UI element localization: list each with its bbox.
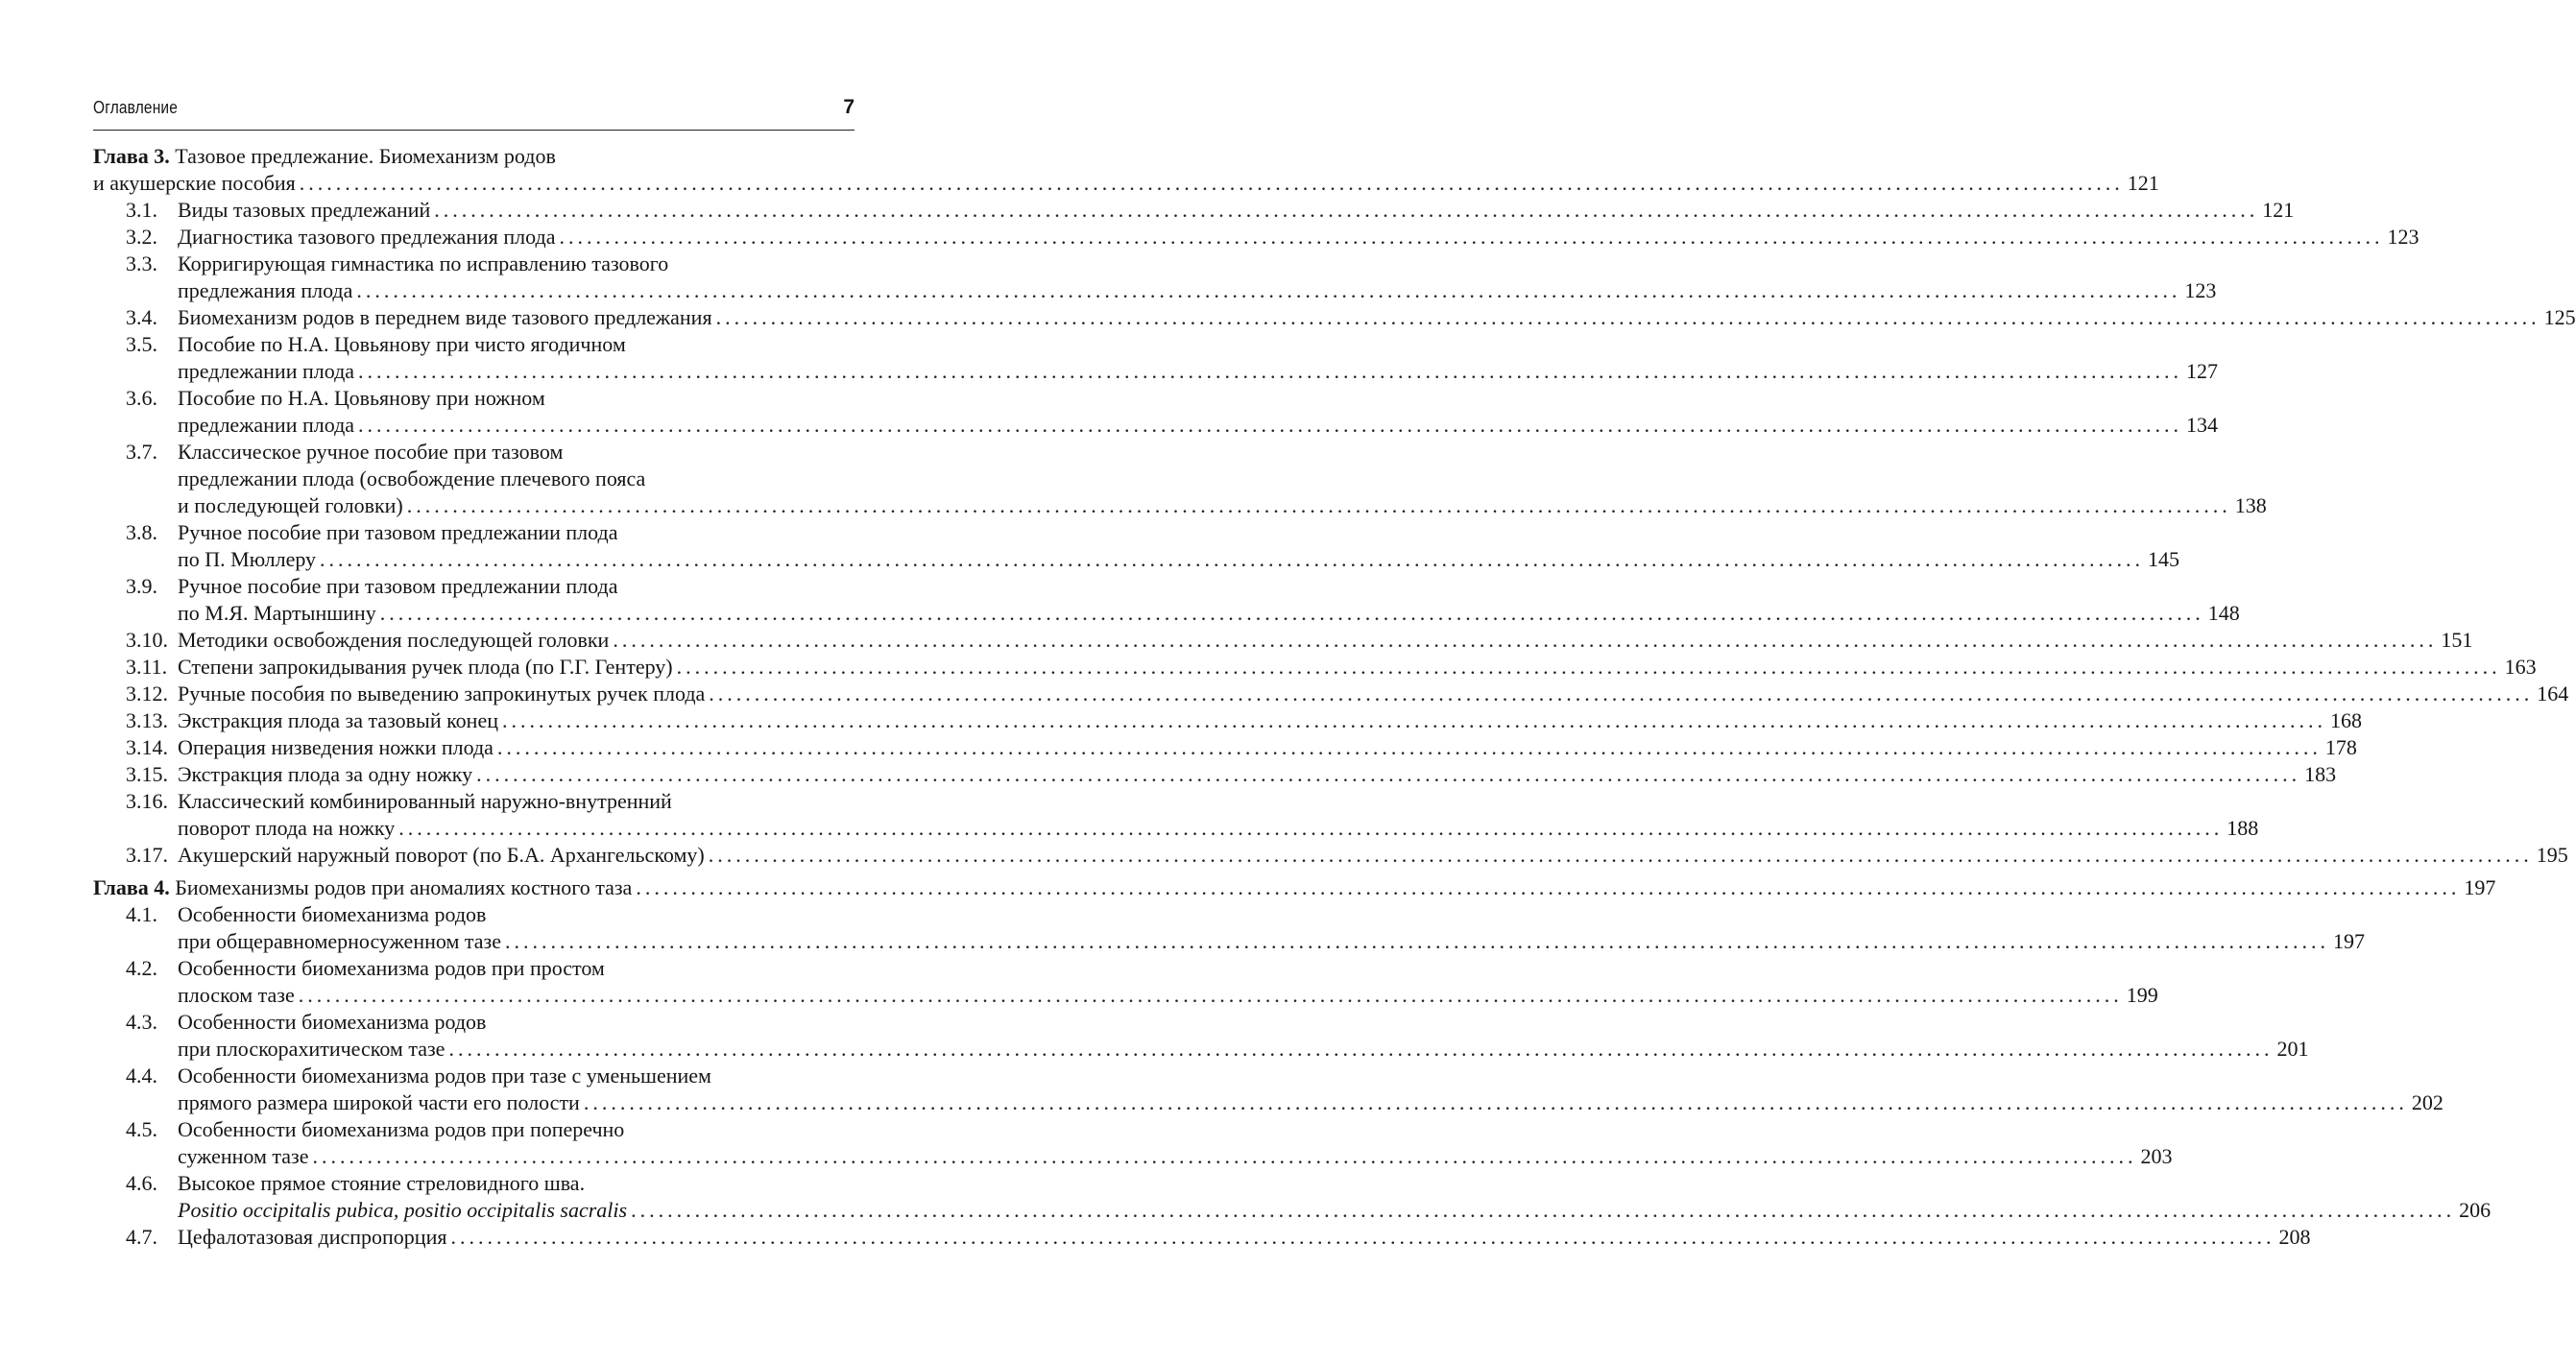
toc-entry-text xyxy=(93,143,854,170)
toc-entry-title-line: Особенности биомеханизма родов xyxy=(178,1010,487,1034)
dot-leader: ........................................................................................................................................................................................................ xyxy=(434,198,2259,222)
toc-entry-line xyxy=(93,492,2267,519)
toc-entry-line xyxy=(93,224,2420,251)
toc-entry-title-line: Акушерский наружный поворот (по Б.А. Архангельскому) xyxy=(178,843,705,867)
toc-entry-line xyxy=(93,707,2362,734)
toc-page-number: 134 xyxy=(2186,413,2219,437)
toc-entry-text xyxy=(178,815,2259,842)
toc-entry-number: 3.1. xyxy=(126,198,157,222)
toc-entry-title-line: Ручные пособия по выведению запрокинутых ручек плода xyxy=(178,682,706,705)
section-title: Оглавление xyxy=(93,98,179,117)
toc-entry-line xyxy=(93,251,854,277)
toc-entry-line xyxy=(93,1009,854,1036)
toc-entry-title-line: Positio occipitalis pubica, positio occipitalis sacralis xyxy=(178,1198,628,1222)
toc-entry-title-line: Степени запрокидывания ручек плода (по Г.Г. Гентеру) xyxy=(178,655,673,679)
toc-page-number: 206 xyxy=(2459,1198,2492,1222)
header-rule xyxy=(93,130,855,131)
toc-entry-number: 3.14. xyxy=(126,735,168,759)
dot-leader: ........................................................................................................................................................................................................ xyxy=(476,762,2301,786)
toc-entry-text xyxy=(178,304,2576,331)
toc-entry-title-line: и последующей головки) xyxy=(178,493,403,517)
toc-entry-title-line: Корригирующая гимнастика по исправлению тазового xyxy=(178,251,669,275)
dot-leader: ........................................................................................................................................................................................................ xyxy=(358,413,2183,437)
toc-entry-text xyxy=(178,734,2357,761)
dot-leader: ........................................................................................................................................................................................................ xyxy=(299,171,2124,195)
toc-entry-text xyxy=(178,654,2537,681)
dot-leader: ........................................................................................................................................................................................................ xyxy=(312,1144,2137,1168)
toc-entry-number: 3.4. xyxy=(126,305,157,329)
toc-entry-line xyxy=(93,439,854,466)
toc-entry-title-line: при общеравномерносуженном тазе xyxy=(178,929,501,953)
toc-page-number: 145 xyxy=(2148,547,2180,571)
toc-entry-number: 4.7. xyxy=(126,1225,157,1249)
toc-entry-title-line: суженном тазе xyxy=(178,1144,309,1168)
toc-page-number: 138 xyxy=(2234,493,2267,517)
chapter-label: Глава 4. xyxy=(93,875,170,899)
toc-entry-line xyxy=(93,654,2537,681)
running-head xyxy=(93,98,855,123)
toc-entry-text xyxy=(178,573,854,600)
toc-entry-title-line: Ручное пособие при тазовом предлежании плода xyxy=(178,574,618,598)
toc-entry-title-line: по М.Я. Мартыншину xyxy=(178,601,376,625)
toc-entry-number: 3.2. xyxy=(126,225,157,249)
dot-leader: ........................................................................................................................................................................................................ xyxy=(708,843,2533,867)
page-number: 7 xyxy=(843,96,855,118)
toc-entry-text xyxy=(178,412,2219,439)
toc-entry-title-line: плоском тазе xyxy=(178,983,295,1007)
toc-entry-title-line: Ручное пособие при тазовом предлежании плода xyxy=(178,520,618,544)
toc-entry-title-line: Виды тазовых предлежаний xyxy=(178,198,431,222)
dot-leader: ........................................................................................................................................................................................................ xyxy=(379,601,2204,625)
toc-entry-line xyxy=(93,304,2576,331)
toc-entry-line xyxy=(93,546,2180,573)
toc-page-number: 121 xyxy=(2127,171,2159,195)
toc-entry-line xyxy=(93,1143,2173,1170)
toc-entry-text xyxy=(178,546,2180,573)
toc-entry-number: 4.4. xyxy=(126,1064,157,1088)
toc-page-number: 121 xyxy=(2262,198,2295,222)
toc-page-number: 201 xyxy=(2276,1037,2309,1061)
toc-entry-text xyxy=(178,928,2365,955)
toc-entry-text xyxy=(178,519,854,546)
toc-entry-line xyxy=(93,788,854,815)
toc-entry-line xyxy=(93,955,854,982)
toc-page-number: 203 xyxy=(2140,1144,2173,1168)
toc-entry-title-line: Тазовое предлежание. Биомеханизм родов xyxy=(169,144,556,168)
dot-leader: ........................................................................................................................................................................................................ xyxy=(559,225,2384,249)
toc-entry-title-line: Методики освобождения последующей головки xyxy=(178,628,610,652)
toc-page-number: 183 xyxy=(2304,762,2337,786)
toc-page-number: 168 xyxy=(2330,708,2362,732)
toc-chapter-line xyxy=(93,874,2496,901)
toc-entry-number: 3.17. xyxy=(126,843,168,867)
toc-entry-title-line: Экстракция плода за тазовый конец xyxy=(178,708,498,732)
toc-entry-text xyxy=(178,788,854,815)
dot-leader: ........................................................................................................................................................................................................ xyxy=(358,359,2183,383)
toc-entry-title-line: прямого размера широкой части его полости xyxy=(178,1090,580,1114)
toc-entry-text xyxy=(178,1036,2309,1063)
dot-leader: ........................................................................................................................................................................................................ xyxy=(298,983,2123,1007)
toc-entry-number: 3.11. xyxy=(126,655,168,679)
dot-leader: ........................................................................................................................................................................................................ xyxy=(496,735,2322,759)
toc-entry-text xyxy=(178,1116,854,1143)
toc-entry-line xyxy=(93,197,2295,224)
toc-entry-line xyxy=(93,1170,854,1197)
toc-entry-line xyxy=(93,412,2219,439)
toc-entry-number: 4.1. xyxy=(126,902,157,926)
toc-entry-text xyxy=(178,1170,854,1197)
dot-leader: ........................................................................................................................................................................................................ xyxy=(631,1198,2456,1222)
toc-entry-text xyxy=(178,600,2240,627)
toc-entry-line xyxy=(93,842,2568,869)
toc-entry-text xyxy=(178,1063,854,1089)
toc-entry-number: 3.15. xyxy=(126,762,168,786)
toc-entry-text xyxy=(178,1009,854,1036)
toc-entry-text xyxy=(178,955,854,982)
toc-entry-number: 3.12. xyxy=(126,682,168,705)
toc-entry-text xyxy=(178,1089,2444,1116)
toc-entry-text xyxy=(178,1197,2492,1224)
dot-leader: ........................................................................................................................................................................................................ xyxy=(398,816,2224,840)
toc-entry-text xyxy=(178,277,2217,304)
dot-leader: ........................................................................................................................................................................................................ xyxy=(406,493,2231,517)
toc-entry-line xyxy=(93,982,2158,1009)
toc-entry-number: 3.7. xyxy=(126,440,157,464)
dot-leader: ........................................................................................................................................................................................................ xyxy=(709,682,2534,705)
toc-entry-number: 3.9. xyxy=(126,574,157,598)
chapter-label: Глава 3. xyxy=(93,144,170,168)
toc-entry-number: 3.13. xyxy=(126,708,168,732)
dot-leader: ........................................................................................................................................................................................................ xyxy=(583,1090,2408,1114)
toc-entry-text xyxy=(178,707,2362,734)
toc-entry-number: 3.5. xyxy=(126,332,157,356)
toc-page-number: 163 xyxy=(2504,655,2537,679)
toc-entry-title-line: Биомеханизмы родов при аномалиях костного таза xyxy=(169,875,633,899)
toc-entry-title-line: Классическое ручное пособие при тазовом xyxy=(178,440,564,464)
toc-page-number: 202 xyxy=(2411,1090,2444,1114)
toc-entry-title-line: предлежания плода xyxy=(178,278,353,302)
toc-entry-title-line: Классический комбинированный наружно-внутренний xyxy=(178,789,672,813)
toc-entry-line xyxy=(93,928,2365,955)
dot-leader: ........................................................................................................................................................................................................ xyxy=(613,628,2438,652)
toc-entry-text xyxy=(178,385,854,412)
toc-entry-title-line: Диагностика тазового предлежания плода xyxy=(178,225,556,249)
toc-page-number: 178 xyxy=(2324,735,2357,759)
toc-entry-title-line: Биомеханизм родов в переднем виде тазового предлежания xyxy=(178,305,712,329)
toc-entry-number: 4.5. xyxy=(126,1117,157,1141)
toc-entry-number: 3.6. xyxy=(126,386,157,410)
toc-entry-title-line: Особенности биомеханизма родов при поперечно xyxy=(178,1117,625,1141)
dot-leader: ........................................................................................................................................................................................................ xyxy=(448,1037,2274,1061)
toc-page-number: 123 xyxy=(2184,278,2217,302)
toc-entry-title-line: Особенности биомеханизма родов при простом xyxy=(178,956,605,980)
toc-entry-line xyxy=(93,600,2240,627)
toc-entry-line xyxy=(93,1036,2309,1063)
toc-entry-title-line: Особенности биомеханизма родов при тазе с уменьшением xyxy=(178,1064,711,1088)
toc-entry-line xyxy=(93,681,2569,707)
toc-entry-number: 3.10. xyxy=(126,628,168,652)
table-of-contents xyxy=(93,143,2576,1251)
toc-entry-number: 3.3. xyxy=(126,251,157,275)
toc-chapter-line xyxy=(93,170,2159,197)
toc-entry-line xyxy=(93,815,2259,842)
toc-entry-text xyxy=(178,466,854,492)
toc-page-number: 197 xyxy=(2464,875,2496,899)
toc-chapter-line xyxy=(93,143,854,170)
toc-entry-text xyxy=(178,224,2420,251)
toc-page-number: 197 xyxy=(2332,929,2365,953)
toc-entry-line xyxy=(93,277,2217,304)
dot-leader: ........................................................................................................................................................................................................ xyxy=(504,929,2329,953)
toc-entry-text xyxy=(93,170,2159,197)
toc-page-number: 123 xyxy=(2387,225,2420,249)
dot-leader: ........................................................................................................................................................................................................ xyxy=(450,1225,2275,1249)
toc-entry-line xyxy=(93,761,2337,788)
toc-entry-text xyxy=(178,1143,2173,1170)
toc-entry-title-line: предлежании плода xyxy=(178,359,355,383)
toc-entry-line xyxy=(93,901,854,928)
toc-entry-title-line: Пособие по Н.А. Цовьянову при чисто ягодичном xyxy=(178,332,626,356)
dot-leader: ........................................................................................................................................................................................................ xyxy=(356,278,2181,302)
toc-entry-text xyxy=(178,251,854,277)
toc-entry-text xyxy=(178,331,854,358)
toc-entry-line xyxy=(93,1063,854,1089)
toc-entry-text xyxy=(178,627,2473,654)
toc-page-number: 195 xyxy=(2536,843,2568,867)
toc-entry-text xyxy=(178,842,2568,869)
toc-entry-number: 4.2. xyxy=(126,956,157,980)
toc-entry-line xyxy=(93,1224,2311,1251)
toc-entry-title-line: Экстракция плода за одну ножку xyxy=(178,762,473,786)
toc-entry-title-line: по П. Мюллеру xyxy=(178,547,317,571)
toc-entry-text xyxy=(178,358,2219,385)
toc-entry-line xyxy=(93,385,854,412)
toc-entry-text xyxy=(178,197,2295,224)
toc-entry-title-line: Особенности биомеханизма родов xyxy=(178,902,487,926)
toc-entry-line xyxy=(93,1089,2444,1116)
toc-entry-line xyxy=(93,573,854,600)
toc-page-number: 164 xyxy=(2537,682,2569,705)
toc-entry-title-line: Пособие по Н.А. Цовьянову при ножном xyxy=(178,386,545,410)
toc-entry-title-line: при плоскорахитическом тазе xyxy=(178,1037,445,1061)
toc-entry-text xyxy=(178,761,2337,788)
toc-entry-text xyxy=(93,874,2496,901)
toc-entry-title-line: Цефалотазовая диспропорция xyxy=(178,1225,447,1249)
toc-entry-title-line: и акушерские пособия xyxy=(93,171,296,195)
toc-page-number: 188 xyxy=(2227,816,2259,840)
toc-entry-line xyxy=(93,1197,2492,1224)
toc-entry-number: 3.8. xyxy=(126,520,157,544)
toc-entry-title-line: Высокое прямое стояние стреловидного шва. xyxy=(178,1171,586,1195)
toc-entry-title-line: предлежании плода xyxy=(178,413,355,437)
toc-entry-line xyxy=(93,466,854,492)
toc-entry-title-line: предлежании плода (освобождение плечевого пояса xyxy=(178,466,646,490)
toc-entry-number: 4.6. xyxy=(126,1171,157,1195)
dot-leader: ........................................................................................................................................................................................................ xyxy=(636,875,2461,899)
toc-entry-text xyxy=(178,901,854,928)
toc-entry-title-line: Операция низведения ножки плода xyxy=(178,735,494,759)
toc-entry-number: 3.16. xyxy=(126,789,168,813)
toc-entry-line xyxy=(93,331,854,358)
toc-page-number: 148 xyxy=(2207,601,2240,625)
toc-entry-text xyxy=(178,439,854,466)
toc-entry-number: 4.3. xyxy=(126,1010,157,1034)
toc-entry-line xyxy=(93,519,854,546)
toc-entry-line xyxy=(93,1116,854,1143)
toc-entry-text xyxy=(178,492,2267,519)
dot-leader: ........................................................................................................................................................................................................ xyxy=(320,547,2145,571)
toc-entry-title-line: поворот плода на ножку xyxy=(178,816,396,840)
toc-entry-text xyxy=(178,982,2158,1009)
toc-page-number: 151 xyxy=(2441,628,2473,652)
toc-page-number: 208 xyxy=(2278,1225,2311,1249)
toc-page-number: 127 xyxy=(2186,359,2219,383)
dot-leader: ........................................................................................................................................................................................................ xyxy=(715,305,2540,329)
dot-leader: ........................................................................................................................................................................................................ xyxy=(502,708,2326,732)
toc-page-number: 199 xyxy=(2126,983,2158,1007)
toc-page-number: 125 xyxy=(2543,305,2576,329)
toc-entry-line xyxy=(93,358,2219,385)
toc-entry-line xyxy=(93,627,2473,654)
toc-entry-text xyxy=(178,681,2569,707)
toc-entry-line xyxy=(93,734,2357,761)
toc-entry-text xyxy=(178,1224,2311,1251)
dot-leader: ........................................................................................................................................................................................................ xyxy=(676,655,2501,679)
